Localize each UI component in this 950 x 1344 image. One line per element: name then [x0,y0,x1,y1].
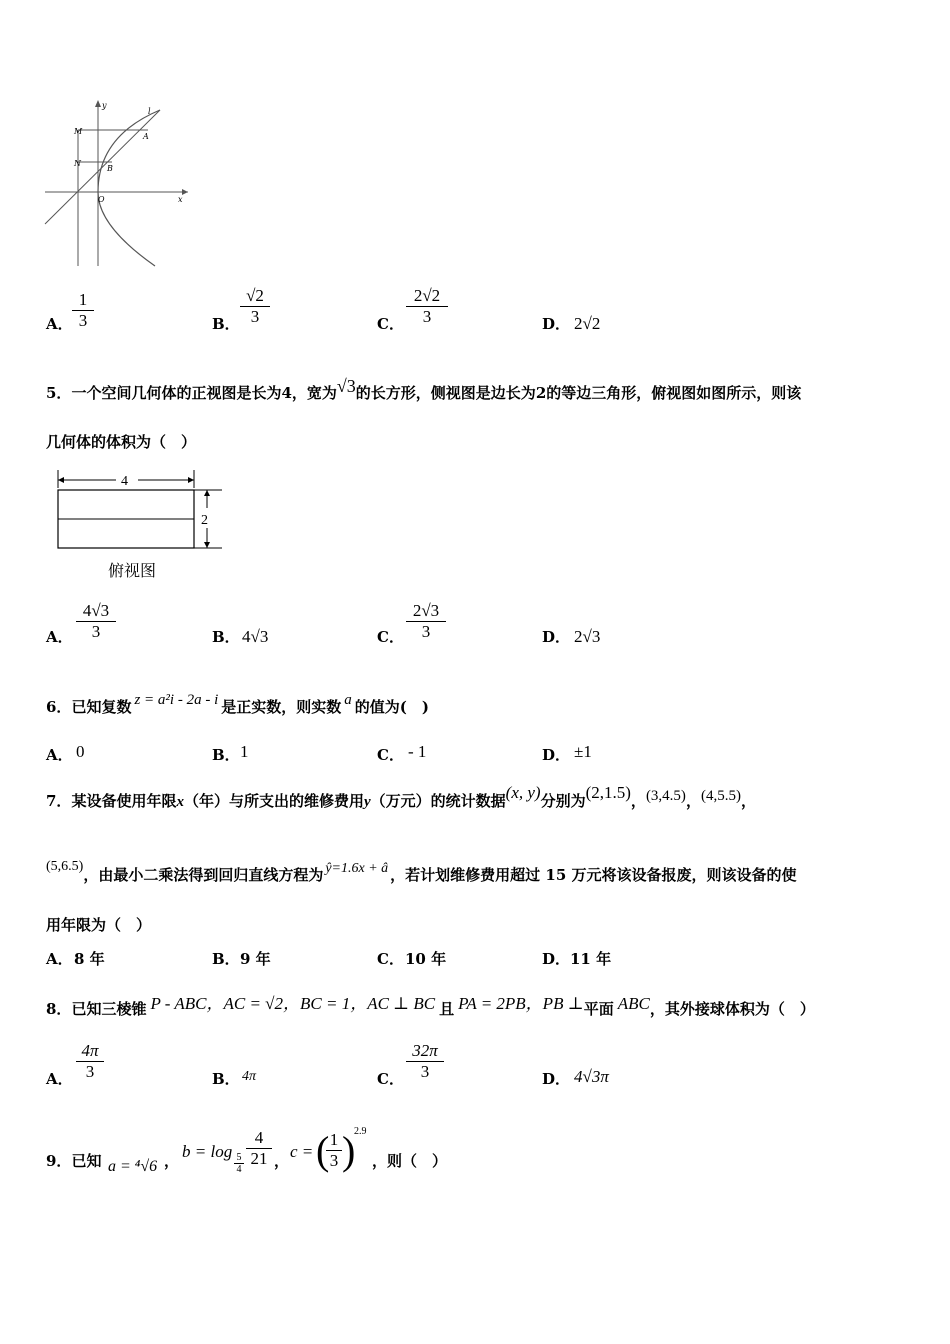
q6-option-c-value: - 1 [408,742,427,761]
q8-condition-1: P - ABC，AC = √2，BC = 1，AC ⊥ BC [150,994,436,1013]
q8-stem: 8．已知三棱锥 P - ABC，AC = √2，BC = 1，AC ⊥ BC 且 PA = 2PB，PB ⊥平面 ABC，其外接球体积为（ ） [46,994,815,1018]
q6-option-a-value: 0 [76,742,85,761]
q6-formula: z = a²i - 2a - i [134,692,219,708]
q6-number: 6． [46,698,72,716]
q9-a-expression: a = ⁴√6 [108,1158,158,1175]
q5-option-b-label[interactable]: B． [212,628,240,646]
q9-stem: 9．已知 a = ⁴√6 ， b = log 5 4 4 21 ， c = ( 1 3 ) 2.9 ，则（ ） [46,1126,448,1175]
left-paren: ( [316,1128,330,1173]
q5-option-d-label[interactable]: D． [542,628,571,646]
q5-option-a-label[interactable]: A． [46,628,73,646]
q7-option-b-label[interactable]: B． [212,950,240,968]
figure-caption: 俯视图 [108,561,157,580]
q7-option-d-value: 11 年 [570,950,612,968]
top-view-diagram [46,468,236,586]
q8-option-a-label[interactable]: A． [46,1070,73,1088]
q4-option-c-label[interactable]: C． [377,315,404,333]
line-label: l [148,107,151,116]
q6-stem: 6．已知复数 z = a²i - 2a - i 是正实数，则实数 a 的值为( ) [46,692,429,716]
q6-option-a-label[interactable]: A． [46,746,73,764]
q9-c-label: c = [290,1142,314,1161]
q7-point-4: (5,6.5) [46,859,84,874]
q4-option-b-value: √2 3 [240,286,270,327]
q5-option-c-value: 2√3 3 [406,601,446,642]
q5-option-c-label[interactable]: C． [377,628,404,646]
q6-option-b-value: 1 [240,742,249,761]
q9-b-log: b = log [182,1142,233,1161]
parabola-figure [40,96,200,271]
q4-option-b-label[interactable]: B． [212,315,240,333]
point-n-label: N [74,159,81,168]
q9-c-base: 1 3 [326,1130,342,1171]
q9-b-argument: 4 21 [246,1128,272,1169]
q7-point-2: (3,4.5) [645,788,686,804]
point-m-label: M [74,127,83,136]
q6-option-d-value: ±1 [574,742,592,761]
q6-option-c-label[interactable]: C． [377,746,404,764]
origin-label: O [98,195,105,204]
q7-option-c-label[interactable]: C． [377,950,404,968]
y-axis-label: y [102,101,107,110]
q8-condition-2: PA = 2PB，PB ⊥ [458,994,584,1013]
q5-top-view-figure [46,468,236,586]
q8-option-d-label[interactable]: D． [542,1070,571,1088]
q7-stem-line3: 用年限为（ ） [46,916,152,934]
q9-number: 9． [46,1152,72,1170]
top-dimension-label: 4 [121,474,128,489]
q5-stem-line2: 几何体的体积为（ ） [46,433,197,451]
q8-option-c-value: 32π 3 [406,1041,444,1082]
q7-regression-equation: ŷ=1.6x + â [325,861,389,876]
q4-graph [40,96,200,271]
q4-option-d-value: 2√2 [574,314,601,333]
q8-option-b-value: 4π [242,1069,257,1084]
q7-option-c-value: 10 年 [405,950,447,968]
q8-option-a-value: 4π 3 [76,1041,104,1082]
q6-option-b-label[interactable]: B． [212,746,240,764]
q8-number: 8． [46,1000,72,1018]
q8-option-d-value: 4√3π [574,1067,609,1086]
q9-c-exponent: 2.9 [354,1126,367,1137]
q5-width-value: √3 [336,376,356,396]
q7-option-d-label[interactable]: D． [542,950,571,968]
q8-option-b-label[interactable]: B． [212,1070,240,1088]
q5-number: 5． [46,384,72,402]
q4-option-a-value: 1 3 [72,290,94,331]
q8-option-c-label[interactable]: C． [377,1070,404,1088]
q7-stem-line2: (5,6.5)，由最小二乘法得到回归直线方程为 ŷ=1.6x + â ，若计划维修费用超过 15 万元将该设备报废，则该设备的使 [46,859,797,884]
q7-point-1: (2,1.5) [585,783,631,802]
q5-option-a-value: 4√3 3 [76,601,116,642]
x-axis-label: x [178,195,183,204]
q7-stem-line1: 7．某设备使用年限x（年）与所支出的维修费用y（万元）的统计数据(x, y)分别为(2,1.5)，(3,4.5)，(4,5.5)， [46,783,756,810]
q7-option-a-label[interactable]: A． [46,950,73,968]
q4-option-d-label[interactable]: D． [542,315,571,333]
point-a-label: A [143,132,149,141]
q5-option-d-value: 2√3 [574,627,601,646]
right-paren: ) [342,1128,356,1173]
q7-number: 7． [46,792,72,810]
q7-pair: (x, y) [505,783,541,802]
right-dimension-label: 2 [201,513,208,528]
q4-option-a-label[interactable]: A． [46,315,73,333]
q6-option-d-label[interactable]: D． [542,746,571,764]
point-b-label: B [107,164,113,173]
q4-option-c-value: 2√2 3 [406,286,448,327]
q7-option-a-value: 8 年 [74,950,105,968]
q5-option-b-value: 4√3 [242,627,269,646]
q9-b-log-base: 5 4 [234,1152,244,1175]
q5-stem-line1: 5．一个空间几何体的正视图是长为4，宽为√3的长方形，侧视图是边长为2的等边三角形，俯视图如图所示，则该 [46,376,802,402]
q7-point-3: (4,5.5) [700,788,741,804]
q7-option-b-value: 9 年 [240,950,271,968]
